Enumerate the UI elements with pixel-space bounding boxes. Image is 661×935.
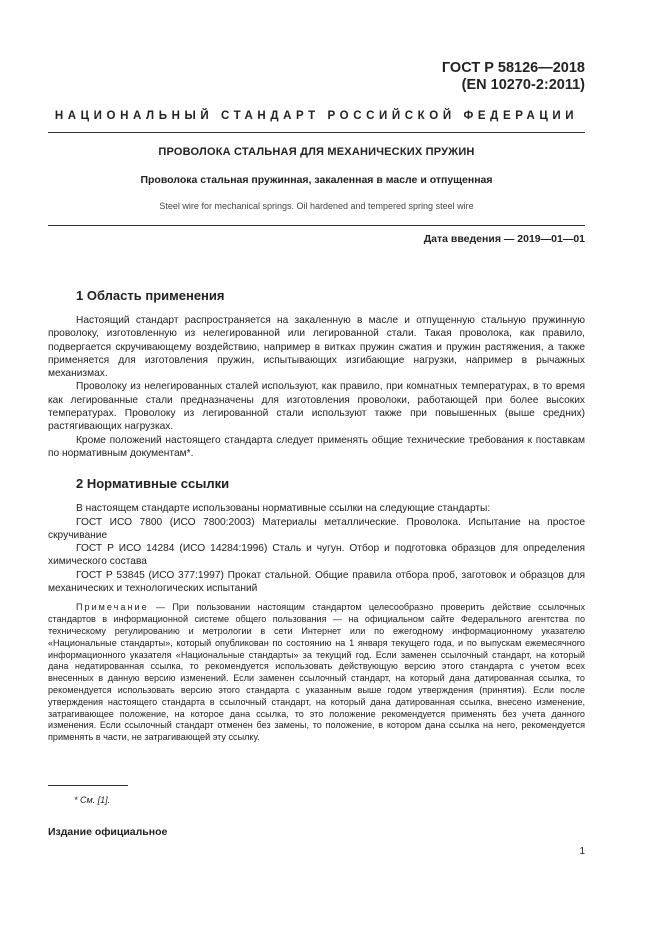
reference-item: ГОСТ Р 53845 (ИСО 377:1997) Прокат стальной. Общие правила отбора проб, заготовок и образцов для механических и технологических испытаний: [48, 569, 585, 595]
document-title: ПРОВОЛОКА СТАЛЬНАЯ ДЛЯ МЕХАНИЧЕСКИХ ПРУЖИН: [158, 146, 475, 158]
paragraph: Настоящий стандарт распространяется на закаленную в масле и отпущенную стальную пружинную проволоку, изготовленную из нелегированной или легированной стали. Такая проволока, как правило, подвергается скручивающему воздействию, например в витках пружин сжатия и пружин растяжения, а также применяется для изготовления пружин, испытывающих изгибающие нагрузки, например в рычажных механизмах.: [48, 315, 585, 380]
footnote-divider: [48, 785, 128, 786]
national-standard-banner: НАЦИОНАЛЬНЫЙ СТАНДАРТ РОССИЙСКОЙ ФЕДЕРАЦИИ: [54, 110, 579, 122]
introduction-date: Дата введения — 2019—01—01: [423, 233, 585, 245]
section-heading: 2 Нормативные ссылки: [76, 476, 230, 492]
reference-item: ГОСТ ИСО 7800 (ИСО 7800:2003) Материалы металлические. Проволока. Испытание на простое скручивание: [48, 516, 585, 541]
paragraph: Кроме положений настоящего стандарта следует применять общие технические требования к поставкам по нормативным документам*.: [48, 434, 585, 459]
standard-header: [442, 60, 585, 94]
english-title: Steel wire for mechanical springs. Oil hardened and tempered spring steel wire: [159, 201, 474, 211]
document-body: [48, 288, 585, 753]
equivalent-standard: (EN 10270-2:2011): [461, 77, 585, 93]
paragraph: В настоящем стандарте использованы нормативные ссылки на следующие стандарты:: [76, 503, 491, 515]
divider: [48, 132, 585, 133]
document-subtitle: Проволока стальная пружинная, закаленная в масле и отпущенная: [140, 174, 493, 186]
page-number: 1: [579, 846, 585, 857]
section-scope: [48, 288, 585, 460]
note-text: — При пользовании настоящим стандартом целесообразно проверить действие ссылочных стандартов в информационной системе общего пользования — на официальном сайте Федерального агентства по техническому регулированию и метрологии в сети Интернет или по ежегодному информационному указателю «Национальные стандарты», который опубликован по состоянию на 1 января текущего года, и по выпускам ежемесячного информационного указателя «Национальные стандарты» за текущий год. Если заменен ссылочный стандарт, на который дана недатированная ссылка, то рекомендуется использовать действующую версию этого стандарта с учетом всех внесенных в данную версию изменений. Если заменен ссылочный стандарт, на который дана датированная ссылка, то рекомендуется использовать версию этого стандарта с указанным выше годом утверждения (принятия). Если после утверждения настоящего стандарта в ссылочный стандарт, на который дана датированная ссылка, внесено изменение, затрагивающее положение, на которое дана ссылка, то это положение рекомендуется применять без учета данного изменения. Если ссылочный стандарт отменен без замены, то положение, в котором дана ссылка на него, рекомендуется применять в части, не затрагивающей эту ссылку.: [48, 602, 586, 743]
section-heading: 1 Область применения: [76, 288, 225, 303]
reference-item: ГОСТ Р ИСО 14284 (ИСО 14284:1996) Сталь и чугун. Отбор и подготовка образцов для определения химического состава: [48, 543, 585, 568]
standard-number: ГОСТ Р 58126—2018: [441, 60, 585, 76]
note-label: Примечание: [76, 602, 149, 613]
divider: [48, 225, 585, 226]
footnote: * См. [1].: [74, 795, 111, 805]
paragraph: Проволоку из нелегированных сталей используют, как правило, при комнатных температурах, в то время как легированные стали предназначены для изготовления проволоки, работающей при более высоких температурах. Проволоку из легированной стали используют также при повышенных (выше средних) растягивающих нагрузках.: [48, 381, 585, 433]
edition-label: Издание официальное: [48, 826, 168, 838]
section-normative-references: [48, 476, 585, 595]
note: [48, 602, 585, 744]
